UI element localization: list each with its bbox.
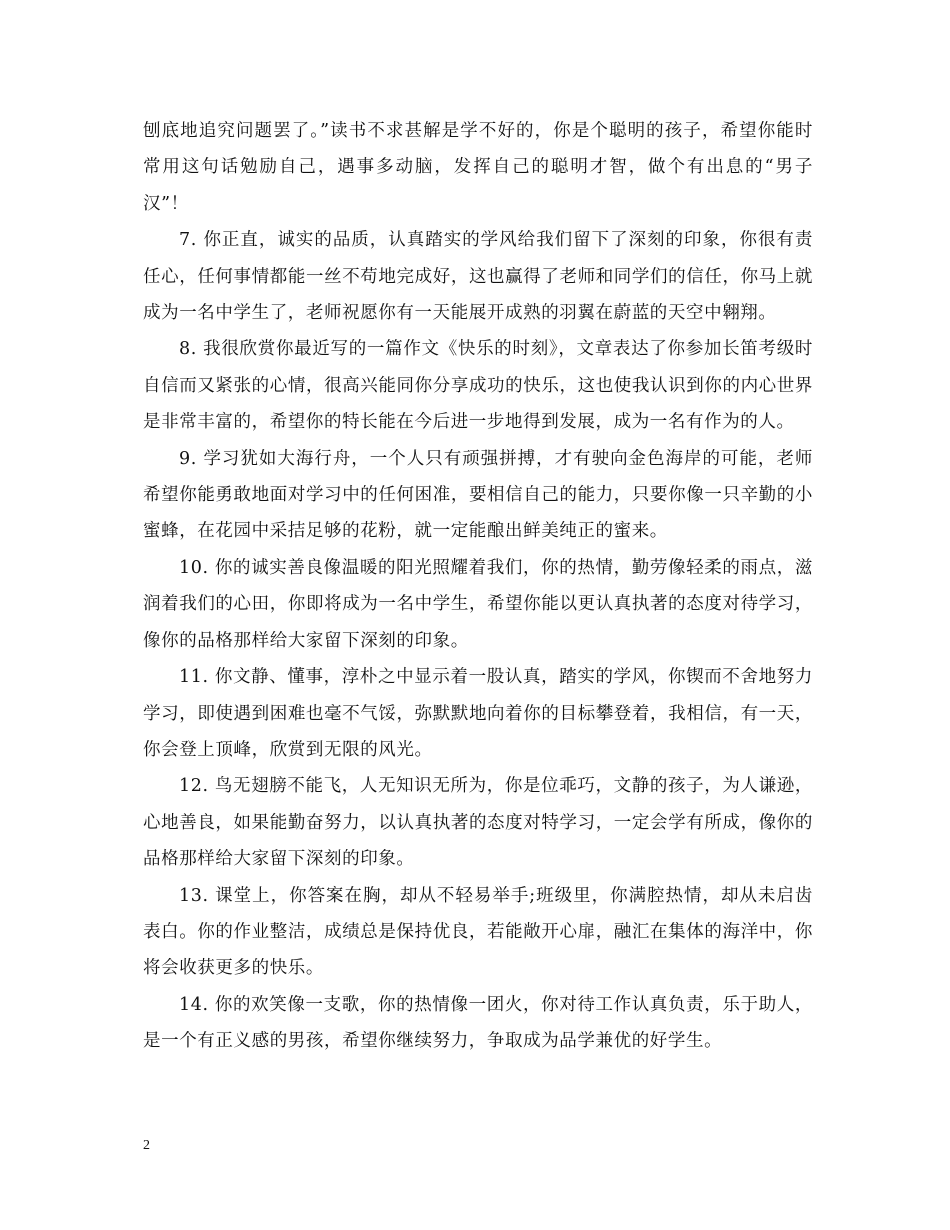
paragraph-item-13: 13. 课堂上，你答案在胸，却从不轻易举手;班级里，你满腔热情，却从未启齿表白。你的作业整洁，成绩总是保持优良，若能敞开心扉，融汇在集体的海洋中，你将会收获更多的快乐。 — [143, 885, 813, 979]
paragraph-item-12: 12. 鸟无翅膀不能飞，人无知识无所为，你是位乖巧，文静的孩子，为人谦逊，心地善良，如果能勤奋努力，以认真执著的态度对特学习，一定会学有所成，像你的品格那样给大家留下深刻的印象。 — [143, 776, 813, 870]
paragraph-item-14: 14. 你的欢笑像一支歌，你的热情像一团火，你对待工作认真负责，乐于助人，是一个有正义感的男孩，希望你继续努力，争取成为品学兼优的好学生。 — [143, 994, 813, 1052]
paragraph-item-9: 9. 学习犹如大海行舟，一个人只有顽强拼搏，才有驶向金色海岸的可能，老师希望你能勇敢地面对学习中的任何困准，要相信自己的能力，只要你像一只辛勤的小蜜蜂，在花园中采拮足够的花粉，就一定能酿出鲜美纯正的蜜来。 — [143, 448, 813, 542]
paragraph-continuation: 刨底地追究问题罢了。”读书不求甚解是学不好的，你是个聪明的孩子，希望你能时常用这句话勉励自己，遇事多动脑，发挥自己的聪明才智，做个有出息的“男子汉”！ — [143, 121, 813, 214]
paragraph-item-11: 11. 你文静、懂事，淳朴之中显示着一股认真，踏实的学风，你锲而不舍地努力学习，即使遇到困难也毫不气馁，弥默默地向着你的目标攀登着，我相信，有一天，你会登上顶峰，欣赏到无限的风光。 — [143, 667, 813, 760]
paragraph-item-10: 10. 你的诚实善良像温暖的阳光照耀着我们，你的热情，勤劳像轻柔的雨点，滋润着我们的心田，你即将成为一名中学生，希望你能以更认真执著的态度对待学习，像你的品格那样给大家留下深刻的印象。 — [143, 557, 813, 651]
document-body — [143, 113, 813, 1060]
paragraph-item-8: 8. 我很欣赏你最近写的一篇作文《快乐的时刻》，文章表达了你参加长笛考级时自信而又紧张的心情，很高兴能同你分享成功的快乐，这也使我认识到你的内心世界是非常丰富的，希望你的特长能在今后进一步地得到发展，成为一名有作为的人。 — [143, 339, 813, 433]
page-number: 2 — [143, 1138, 150, 1153]
paragraph-item-7: 7. 你正直，诚实的品质，认真踏实的学风给我们留下了深刻的印象，你很有责任心，任何事情都能一丝不苟地完成好，这也赢得了老师和同学们的信任，你马上就成为一名中学生了，老师祝愿你有一天能展开成熟的羽翼在蔚蓝的天空中翱翔。 — [143, 230, 813, 324]
